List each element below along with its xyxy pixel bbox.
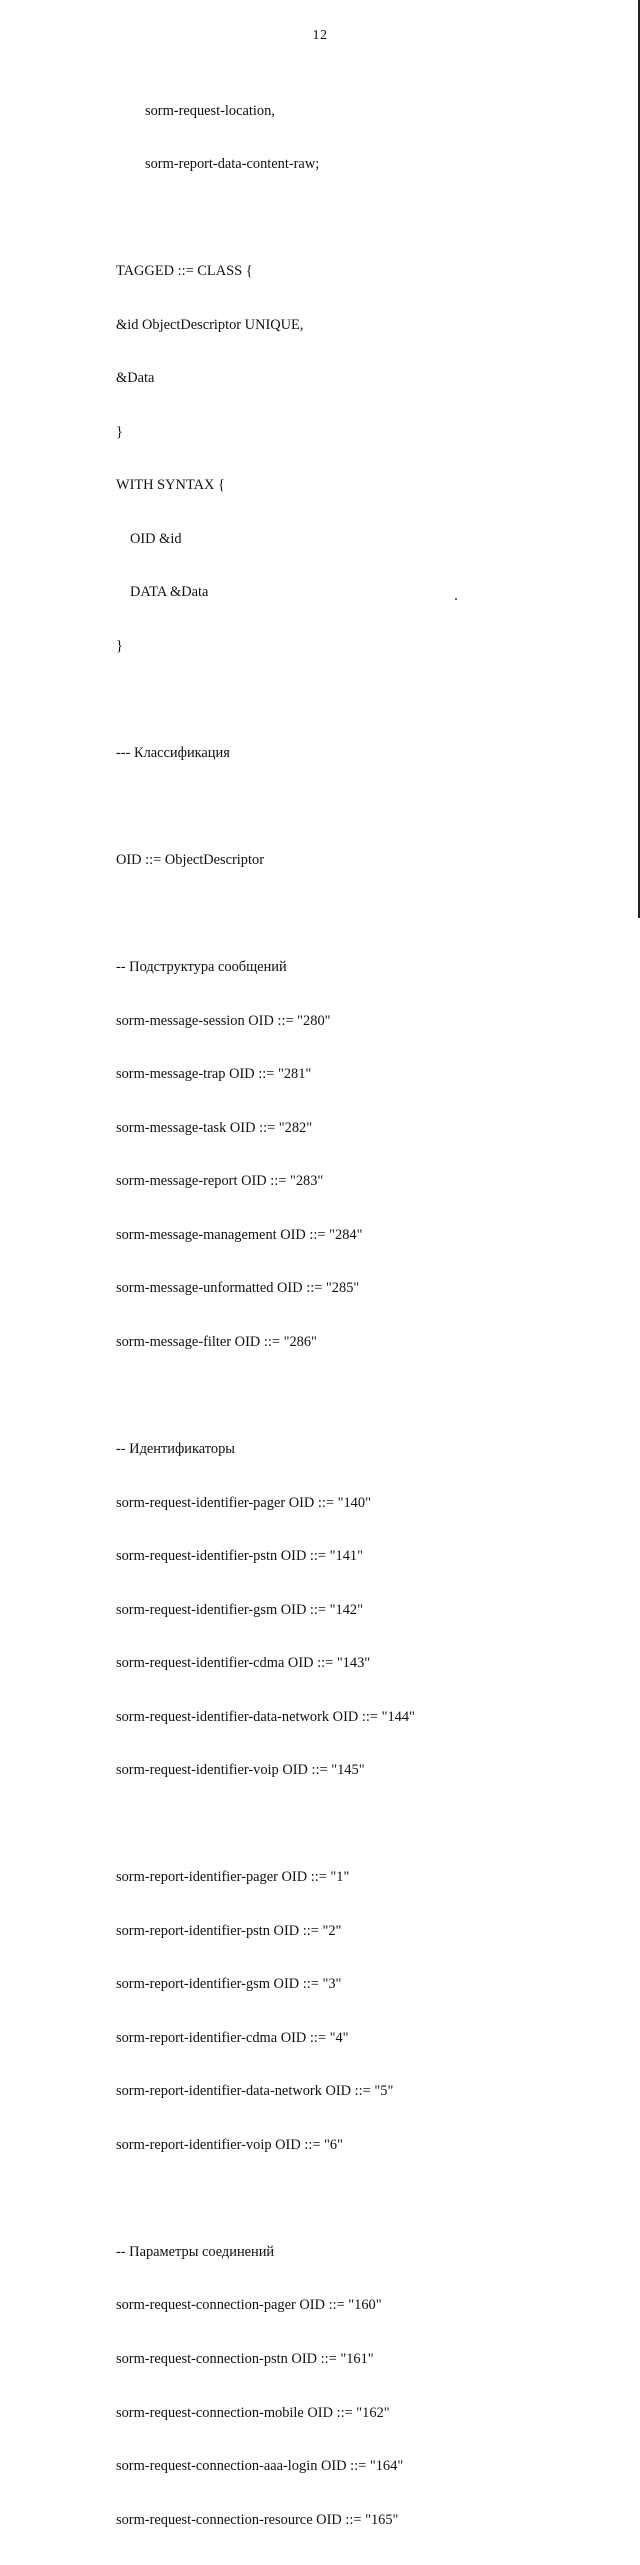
scan-speck [455,598,457,600]
code-line: sorm-request-identifier-cdma OID ::= "143" [116,1655,371,1672]
code-line: sorm-request-connection-resource OID ::= "165" [116,2511,399,2528]
code-line: TAGGED ::= CLASS { [116,263,253,280]
code-line: WITH SYNTAX { [116,477,225,494]
code-line: sorm-message-session OID ::= "280" [116,1012,331,1029]
code-line: sorm-report-identifier-cdma OID ::= "4" [116,2029,349,2046]
code-line: sorm-report-identifier-pager OID ::= "1" [116,1869,350,1886]
code-line: sorm-message-task OID ::= "282" [116,1119,313,1136]
code-line: DATA &Data [130,584,209,601]
code-line: OID ::= ObjectDescriptor [116,852,264,869]
code-line: sorm-request-identifier-pager OID ::= "140" [116,1494,371,1511]
code-line: } [116,423,123,440]
page-number: 12 [312,28,328,43]
code-line: sorm-request-connection-pager OID ::= "160" [116,2297,382,2314]
code-line: sorm-request-identifier-gsm OID ::= "142" [116,1601,363,1618]
blank-line [116,799,616,817]
code-line: sorm-message-filter OID ::= "286" [116,1333,317,1350]
blank-line [116,906,616,924]
code-line: sorm-report-identifier-gsm OID ::= "3" [116,1976,342,1993]
blank-line [116,1387,616,1405]
code-line: sorm-request-identifier-data-network OID ::= "144" [116,1708,415,1725]
section-comment: -- Параметры соединений [116,2243,275,2260]
code-line: sorm-message-management OID ::= "284" [116,1226,363,1243]
code-line: sorm-report-identifier-pstn OID ::= "2" [116,1922,342,1939]
code-line: sorm-message-unformatted OID ::= "285" [116,1280,360,1297]
code-line: sorm-request-identifier-pstn OID ::= "141" [116,1548,363,1565]
section-comment: -- Идентификаторы [116,1440,235,1457]
code-line: sorm-report-identifier-voip OID ::= "6" [116,2136,343,2153]
code-line: OID &id [130,530,182,547]
code-line: sorm-request-connection-aaa-login OID ::= "164" [116,2458,404,2475]
blank-line [116,692,616,710]
section-comment: -- Подструктура сообщений [116,959,287,976]
code-line: sorm-request-connection-pstn OID ::= "161" [116,2351,374,2367]
code-line: } [116,638,123,654]
code-line: sorm-report-identifier-data-network OID ::= "5" [116,2083,394,2100]
code-line: sorm-request-location, [145,102,275,119]
code-line: sorm-message-trap OID ::= "281" [116,1066,312,1083]
blank-line [116,2190,616,2208]
asn1-code-block [116,67,616,2565]
code-line: &id ObjectDescriptor UNIQUE, [116,316,304,333]
code-line: sorm-message-report OID ::= "283" [116,1173,324,1190]
code-line: &Data [116,370,155,387]
blank-line [116,1816,616,1834]
section-comment: --- Классификация [116,745,230,762]
code-line: sorm-request-identifier-voip OID ::= "145" [116,1762,365,1779]
code-line: sorm-request-connection-mobile OID ::= "162" [116,2404,390,2421]
code-line: sorm-report-data-content-raw; [145,156,320,173]
blank-line [116,210,616,228]
